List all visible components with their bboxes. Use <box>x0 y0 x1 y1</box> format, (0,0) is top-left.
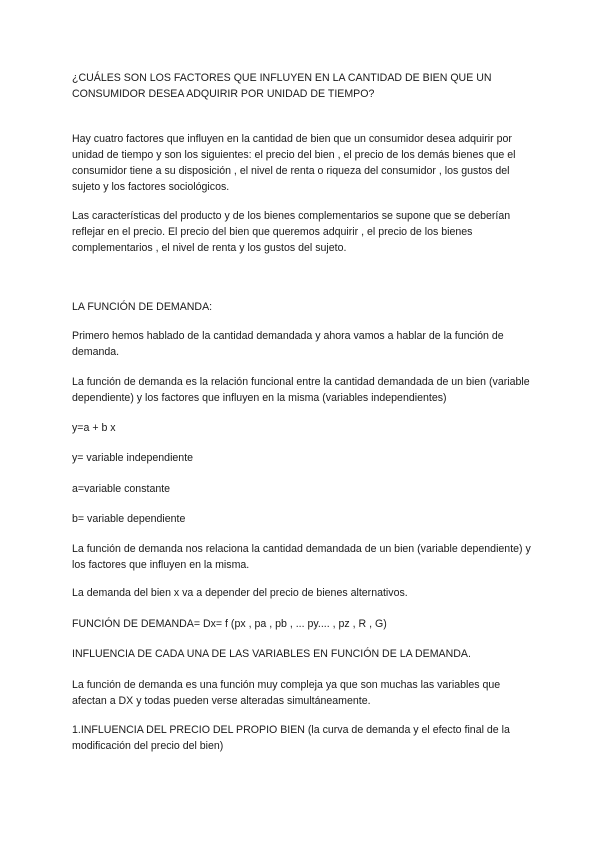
paragraph-alternative-goods: La demanda del bien x va a depender del precio de bienes alternativos. <box>72 587 408 599</box>
equation: y=a + b x <box>72 422 116 434</box>
paragraph-own-price: 1.INFLUENCIA DEL PRECIO DEL PROPIO BIEN (la curva de demanda y el efecto final de la modificación del precio del bien) <box>72 724 510 752</box>
definition-y: y= variable independiente <box>72 452 194 464</box>
definition-b: b= variable dependiente <box>72 513 186 525</box>
section-heading-influence: INFLUENCIA DE CADA UNA DE LAS VARIABLES EN FUNCIÓN DE LA DEMANDA. <box>72 648 471 660</box>
paragraph-intro-demand: Primero hemos hablado de la cantidad demandada y ahora vamos a hablar de la función de demanda. <box>72 330 504 358</box>
paragraph-complexity: La función de demanda es una función muy compleja ya que son muchas las variables que afectan a DX y todas pueden verse alteradas simultáneamente. <box>72 679 501 707</box>
page-title: ¿CUÁLES SON LOS FACTORES QUE INFLUYEN EN LA CANTIDAD DE BIEN QUE UN CONSUMIDOR DESEA ADQUIRIR POR UNIDAD DE TIEMPO? <box>72 72 492 100</box>
section-heading-demand-function: LA FUNCIÓN DE DEMANDA: <box>72 301 213 313</box>
paragraph-relation: La función de demanda nos relaciona la cantidad demandada de un bien (variable dependiente) y los factores que influyen en la misma. <box>72 543 531 571</box>
paragraph-characteristics: Las características del producto y de los bienes complementarios se supone que se deberían reflejar en el precio. El precio del bien que queremos adquirir , el precio de los bienes complementarios , el nivel de renta y los gustos del sujeto. <box>72 210 511 254</box>
definition-a: a=variable constante <box>72 483 171 495</box>
paragraph-demand-definition: La función de demanda es la relación funcional entre la cantidad demandada de un bien (variable dependiente) y los factores que influyen en la misma (variables independientes) <box>72 376 530 404</box>
demand-formula: FUNCIÓN DE DEMANDA= Dx= f (px , pa , pb , ... py.... , pz , R , G) <box>72 618 387 630</box>
paragraph-factors: Hay cuatro factores que influyen en la cantidad de bien que un consumidor desea adquirir por unidad de tiempo y son los siguientes: el precio del bien , el precio de los demás bienes que el consumidor tiene a su disposición , el nivel de renta o riqueza del consumidor , los gustos del sujeto y los factores sociológicos. <box>72 133 516 193</box>
